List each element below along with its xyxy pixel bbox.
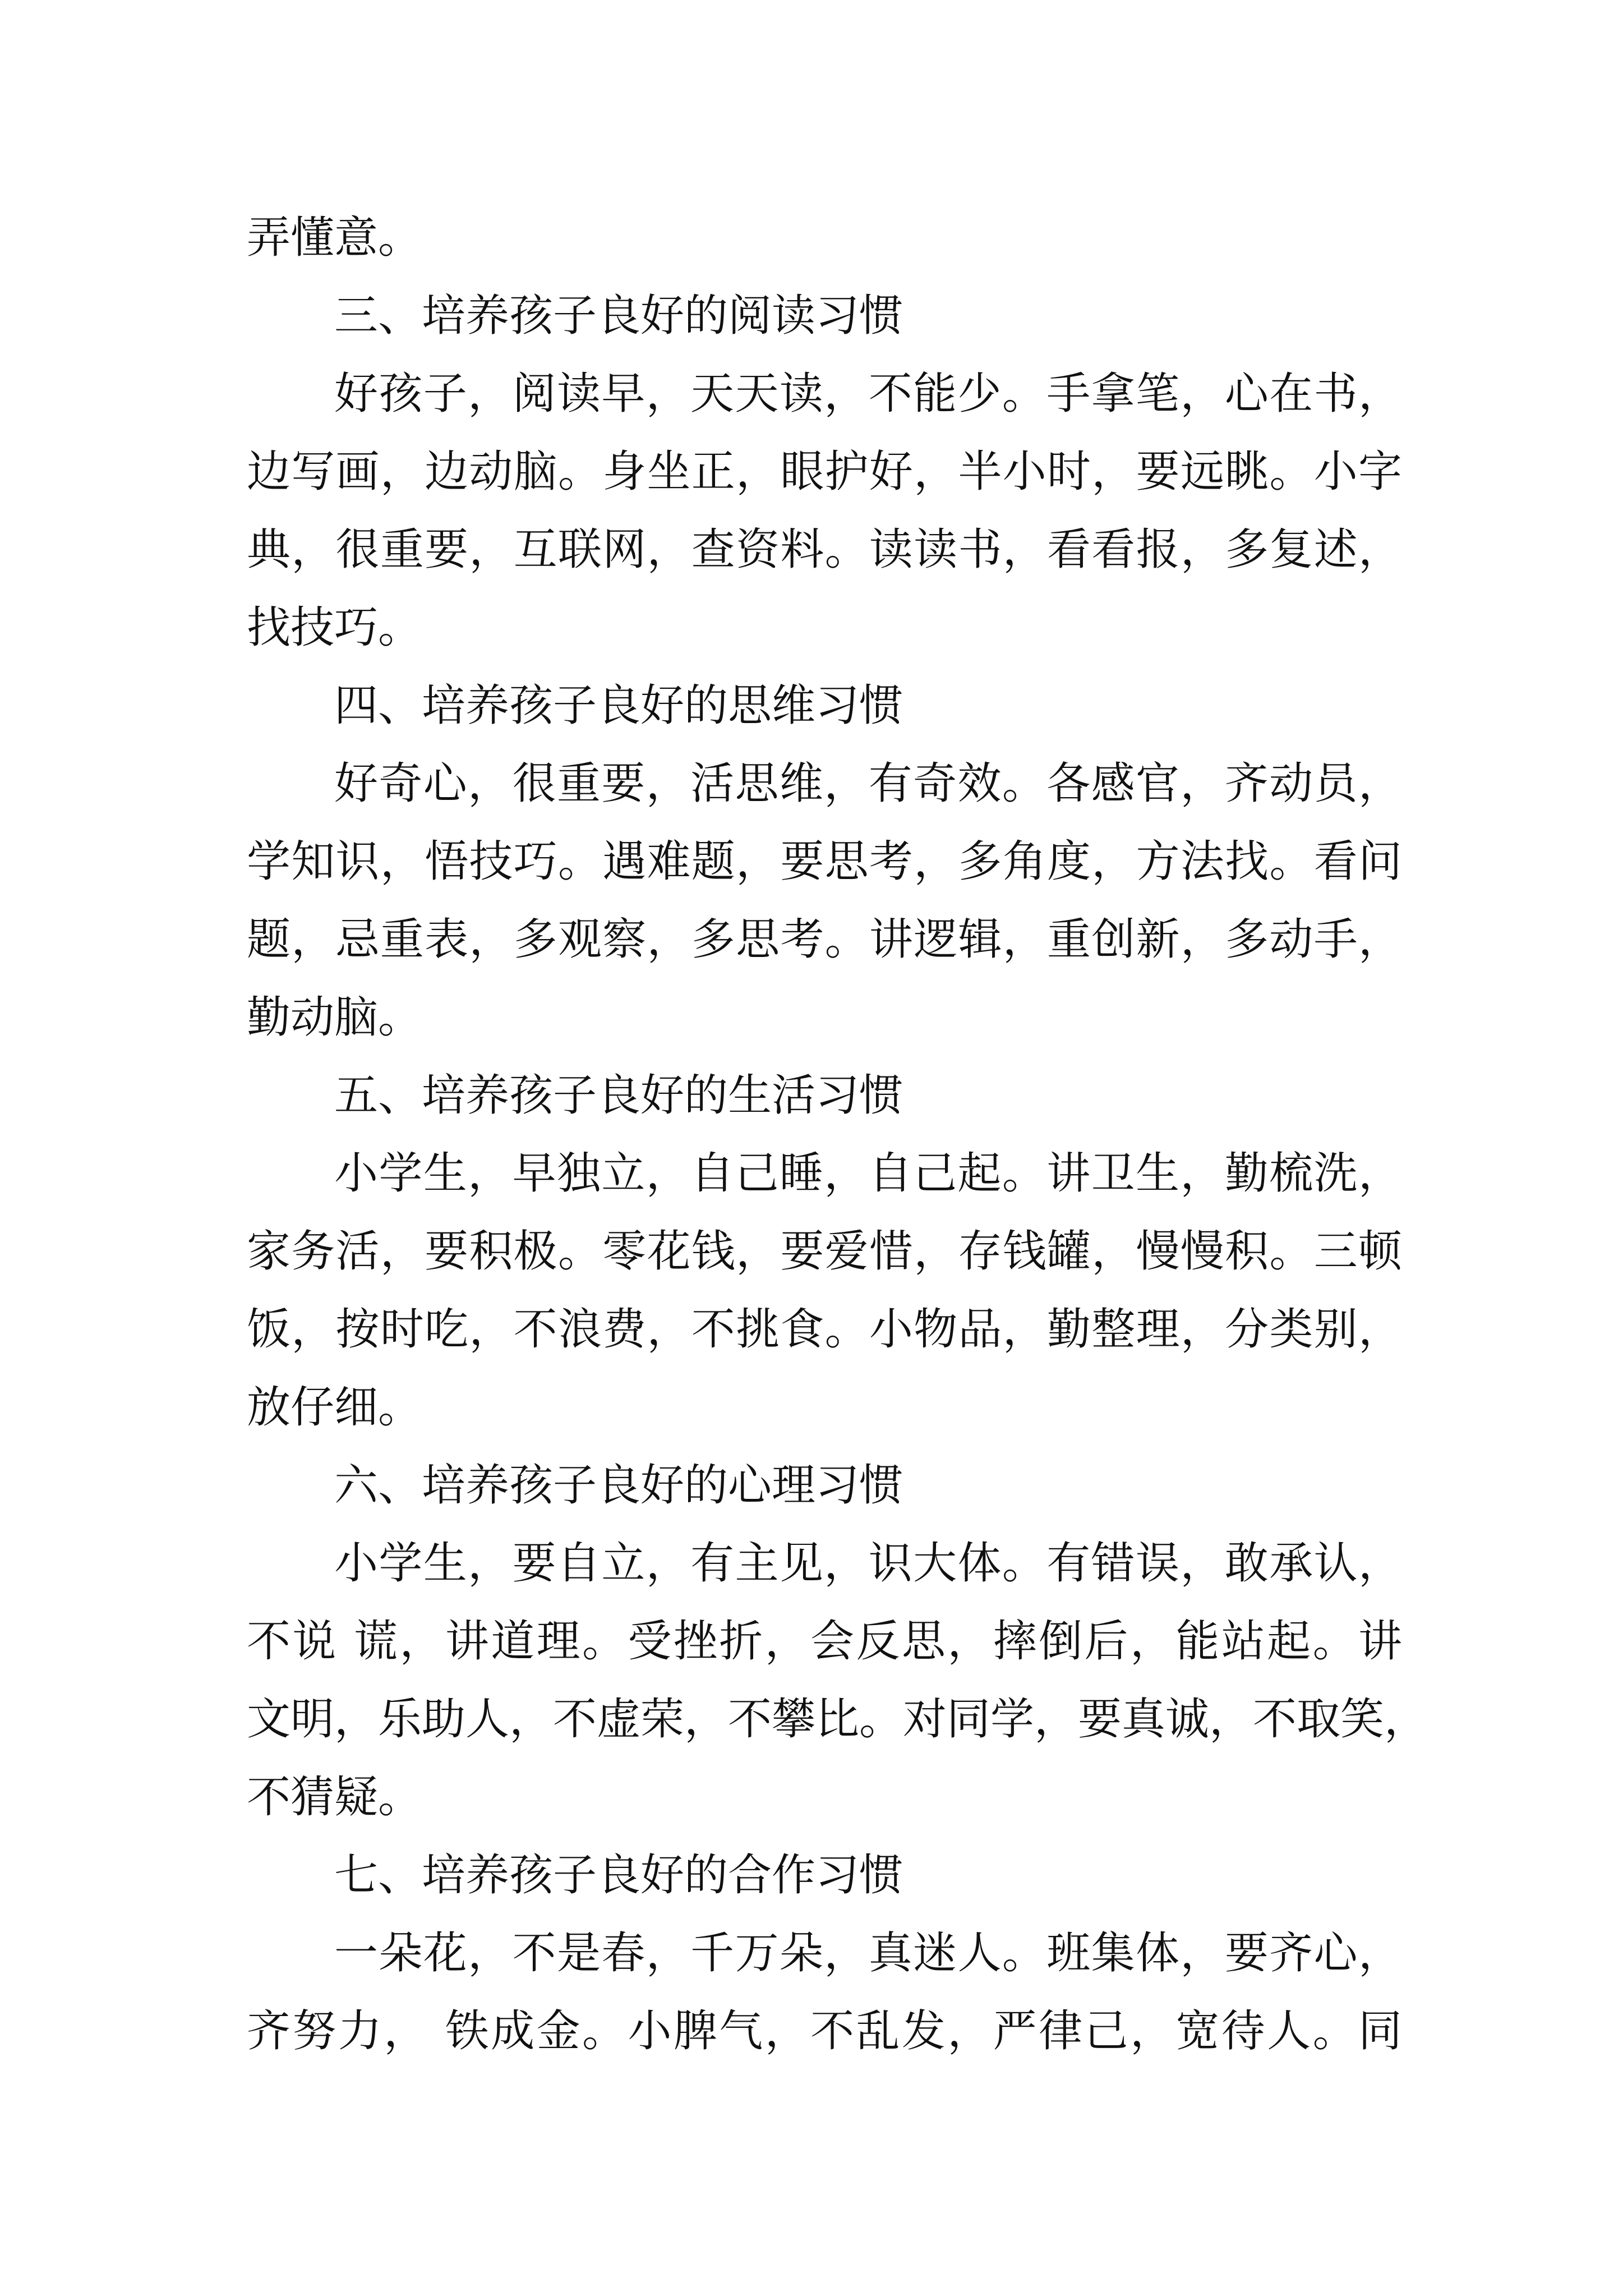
paragraph-line: 找技巧。 [247, 602, 422, 653]
paragraph-line: 小学生，早独立，自己睡，自己起。讲卫生，勤梳洗， [334, 1148, 1402, 1199]
section-heading-living: 五、培养孩子良好的生活习惯 [334, 1070, 903, 1121]
section-heading-thinking: 四、培养孩子良好的思维习惯 [334, 680, 903, 731]
paragraph-line: 齐努力， 铁成金。小脾气，不乱发，严律己，宽待人。同 [247, 2006, 1402, 2056]
paragraph-line: 勤动脑。 [247, 992, 422, 1043]
section-heading-reading: 三、培养孩子良好的阅读习惯 [334, 291, 903, 341]
paragraph-line: 不猜疑。 [247, 1772, 422, 1823]
paragraph-line: 学知识，悟技巧。遇难题，要思考，多角度，方法找。看问 [247, 836, 1402, 887]
section-heading-psychology: 六、培养孩子良好的心理习惯 [334, 1460, 903, 1511]
paragraph-line: 一朵花，不是春，千万朵，真迷人。班集体，要齐心， [334, 1928, 1402, 1978]
paragraph-line: 放仔细。 [247, 1382, 422, 1433]
document-body [247, 199, 1428, 2070]
section-heading-cooperation: 七、培养孩子良好的合作习惯 [334, 1850, 903, 1901]
paragraph-line: 弄懂意。 [247, 213, 422, 263]
paragraph-line: 文明，乐助人，不虚荣，不攀比。对同学，要真诚，不取笑， [247, 1694, 1428, 1745]
paragraph-line: 不说 谎，讲道理。受挫折，会反思，摔倒后，能站起。讲 [247, 1616, 1402, 1667]
paragraph-line: 家务活，要积极。零花钱，要爱惜，存钱罐，慢慢积。三顿 [247, 1226, 1402, 1277]
paragraph-line: 好奇心，很重要，活思维，有奇效。各感官，齐动员， [334, 758, 1402, 809]
paragraph-line: 小学生，要自立，有主见，识大体。有错误，敢承认， [334, 1538, 1402, 1589]
paragraph-line: 典，很重要，互联网，查资料。读读书，看看报，多复述， [247, 524, 1402, 575]
paragraph-line: 边写画，边动脑。身坐正，眼护好，半小时，要远眺。小字 [247, 447, 1402, 497]
paragraph-line: 饭，按时吃，不浪费，不挑食。小物品，勤整理，分类别， [247, 1304, 1402, 1355]
paragraph-line: 好孩子，阅读早，天天读，不能少。手拿笔，心在书， [334, 369, 1402, 419]
paragraph-line: 题，忌重表，多观察，多思考。讲逻辑，重创新，多动手， [247, 914, 1402, 965]
